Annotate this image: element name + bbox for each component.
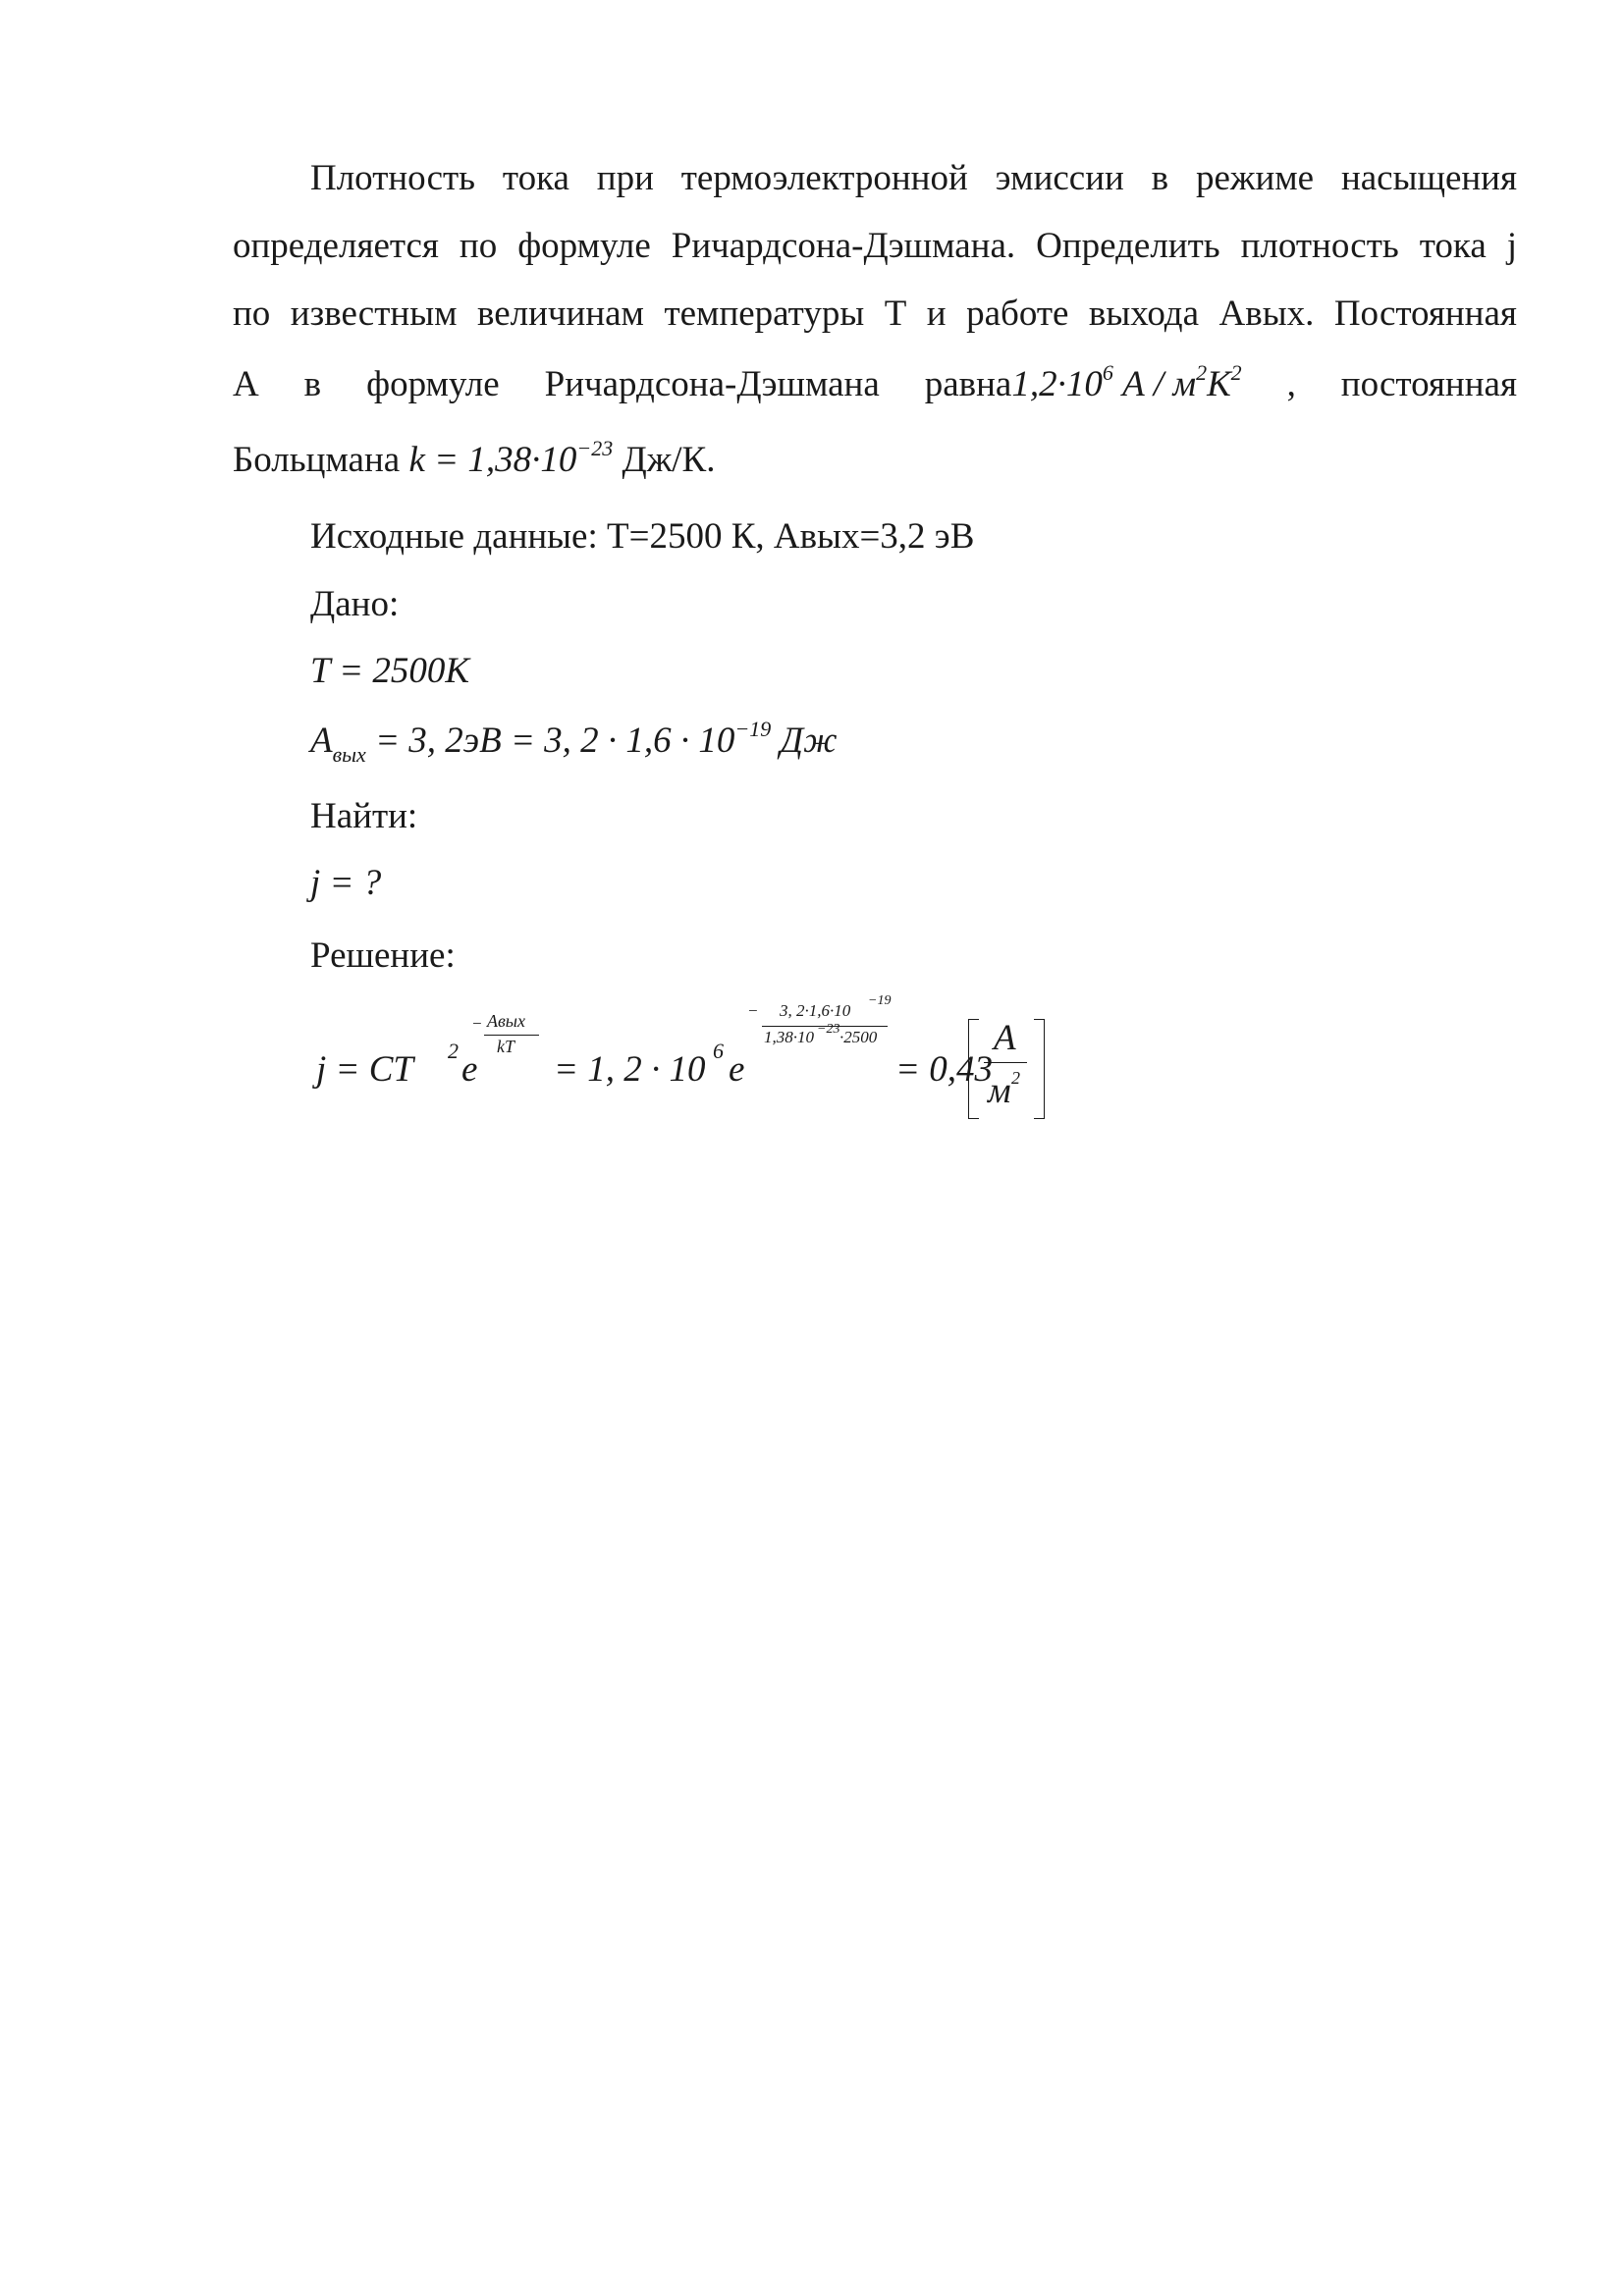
given-temperature: T = 2500K (310, 651, 470, 691)
unit-denominator: м (988, 1071, 1011, 1111)
word: формуле (366, 364, 500, 404)
word: при (596, 158, 654, 198)
solution-formula: j = CT 2 e − Aвых kT = 1, 2 · 10 6 e − 3, 2·1,6·10 −19 1,38·10 −23 ·2500 = 0,43 A м 2 (312, 991, 1098, 1129)
word: известным (290, 294, 458, 334)
word: Плотность (310, 158, 476, 198)
word: величинам (476, 294, 644, 334)
word: А (233, 364, 259, 404)
word: постоянная (1340, 364, 1517, 404)
word: работе (966, 294, 1069, 334)
initial-data: Исходные данные: Т=2500 К, Авых=3,2 эВ (310, 516, 975, 557)
solution-label: Решение: (310, 935, 456, 976)
word: термоэлектронной (680, 158, 968, 198)
word: по (233, 294, 271, 334)
boltzmann-constant: k = 1,38·10 (408, 440, 577, 480)
word: температуры (664, 294, 865, 334)
word: и (926, 294, 947, 334)
word: эмиссии (995, 158, 1124, 198)
word: Т (884, 294, 907, 334)
word: Авых. (1218, 294, 1315, 334)
problem-line-5: Больцмана $k = 1,38\cdot 10^{-23}$ Дж/К. (233, 436, 716, 480)
find-expression: j = ? (310, 863, 382, 903)
word: Постоянная (1333, 294, 1517, 334)
word: тока (502, 158, 569, 198)
exp1-numerator: Aвых (487, 1011, 525, 1031)
word: Ричардсона-Дэшмана (544, 364, 880, 404)
word: тока (1419, 226, 1487, 266)
word: определяется (233, 226, 439, 266)
word: j (1506, 226, 1517, 266)
word: насыщения (1340, 158, 1517, 198)
word: режиме (1195, 158, 1315, 198)
problem-line-4 (233, 360, 1517, 404)
exp1-denominator: kT (497, 1037, 514, 1056)
unit-numerator: A (994, 1018, 1016, 1058)
word: Определить (1036, 226, 1220, 266)
richardson-constant: $равна1,2\cdot 10^6$ А / $м^2К^2$ (924, 360, 1242, 404)
word: выхода (1088, 294, 1200, 334)
word: плотность (1240, 226, 1399, 266)
comma: , (1286, 364, 1296, 404)
problem-line-1 (310, 160, 1517, 196)
given-label: Дано: (310, 584, 400, 624)
word: в (303, 364, 322, 404)
word: формуле (517, 226, 651, 266)
word: в (1151, 158, 1169, 198)
word: Ричардсона-Дэшмана. (671, 226, 1016, 266)
problem-line-2 (233, 228, 1517, 264)
given-work-function: $A_{вых} = 3$, 2эВ = 3, $2 \cdot 1,6 \cdot 10^{-19}$ Дж (310, 717, 838, 767)
problem-line-3 (233, 295, 1517, 332)
find-label: Найти: (310, 796, 418, 836)
word: по (459, 226, 498, 266)
